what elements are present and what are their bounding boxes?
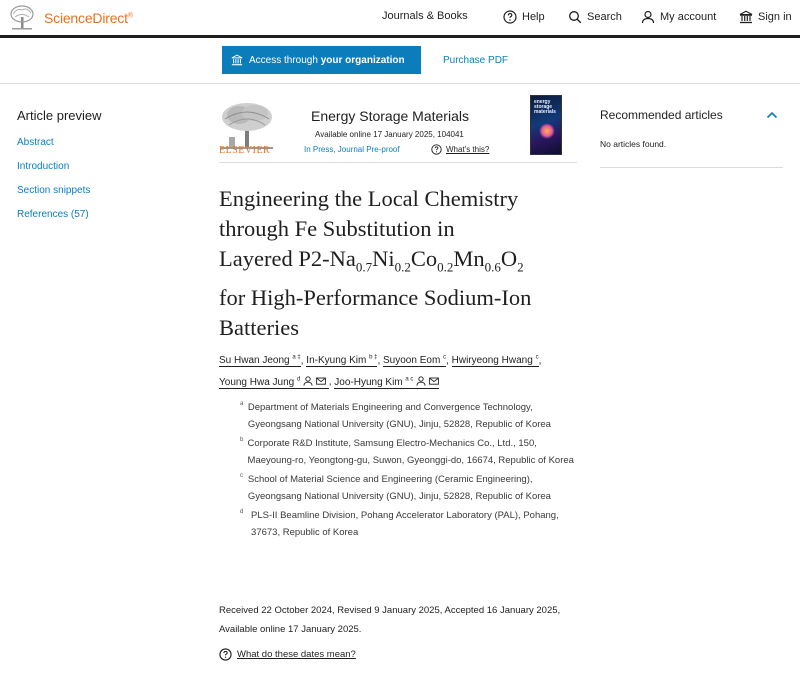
journal-title-link[interactable]: Energy Storage Materials — [311, 108, 469, 124]
help-icon — [503, 10, 517, 24]
sciencedirect-logo[interactable] — [8, 5, 133, 31]
affiliation-text: PLS-II Beamline Division, Pohang Accelerator Laboratory (PAL), Pohang, 37673, Republic of Korea — [251, 510, 559, 538]
sidebar-item-references[interactable]: References (57) — [17, 209, 89, 220]
affiliation-list — [240, 399, 580, 543]
elsevier-wordmark: ELSEVIER — [219, 145, 271, 156]
affiliation-item — [240, 399, 580, 433]
email-icon — [316, 376, 326, 386]
whats-this-link[interactable] — [431, 144, 489, 155]
institution-icon — [231, 54, 243, 66]
cover-title: energy storage materials — [534, 99, 556, 115]
help-label: Help — [522, 11, 545, 23]
my-account-label: My account — [660, 11, 717, 23]
cover-graphic — [539, 123, 555, 139]
affiliation-item — [240, 507, 580, 541]
affiliation-text: Corporate R&D Institute, Samsung Electro-Mechanics Co., Ltd., 150, Maeyoung-ro, Yeongtong-gu, Suwon, Gyeonggi-do, 16674, Republic of Korea — [247, 438, 574, 466]
institution-icon — [739, 10, 753, 24]
sign-in-label: Sign in — [758, 11, 792, 23]
journal-availability: Available online 17 January 2025, 104041 — [315, 130, 464, 139]
article-preview-sidebar — [17, 108, 187, 233]
help-icon — [431, 144, 442, 155]
purchase-pdf-link[interactable]: Purchase PDF — [443, 55, 509, 66]
journal-cover-image[interactable] — [530, 95, 562, 155]
author-list: Su Hwan Jeong $^{a \ddagger}$, In-Kyung Kim $^{b \ddagger}$, Suyoon Eom $^c$, Hwiryeong Hwang $^c$, Young Hwa Jung $^d$ , Joo-Hyung Kim $^{a c}$ — [219, 355, 542, 388]
affiliation-text: Department of Materials Engineering and Convergence Technology, Gyeongsang National University (GNU), Jinju, 52828, Republic of Korea — [247, 402, 551, 430]
my-account-link[interactable] — [641, 10, 716, 24]
journal-status: In Press, Journal Pre-proof — [304, 145, 400, 154]
author-link[interactable]: Su Hwan Jeong $^{a \ddagger}$ — [219, 355, 301, 367]
chevron-up-icon[interactable] — [766, 110, 778, 120]
sciencedirect-wordmark: ScienceDirect® — [44, 10, 133, 26]
article-title: Engineering the Local Chemistry through Fe Substitution in Layered $P2-Na_{0.7}Ni_{0.2}Co_{0.2}Mn_{0.6}O_2$ for High-Performance Sodium-Ion Batteries — [219, 186, 532, 340]
author-link[interactable]: In-Kyung Kim $^{b \ddagger}$ — [306, 355, 378, 367]
recommended-articles-panel — [600, 108, 783, 168]
help-icon — [219, 648, 232, 661]
journals-books-label: Journals & Books — [382, 10, 468, 22]
affiliation-label: d — [240, 509, 244, 515]
article-dates: Received 22 October 2024, Revised 9 January 2025, Accepted 16 January 2025, Available online 17 January 2025. — [219, 605, 561, 635]
access-bar — [0, 38, 800, 84]
affiliation-item — [240, 435, 580, 469]
access-button-label: Access through your organization — [249, 54, 405, 66]
sign-in-link[interactable] — [739, 10, 792, 24]
dates-meaning-label: What do these dates mean? — [237, 649, 356, 660]
author-link[interactable]: Suyoon Eom $^c$ — [383, 355, 447, 367]
dates-meaning-link[interactable] — [219, 648, 356, 661]
journal-header — [219, 95, 577, 163]
sidebar-item-section-snippets[interactable]: Section snippets — [17, 185, 91, 196]
top-navigation-bar — [0, 0, 800, 38]
user-icon — [641, 10, 655, 24]
recommended-title: Recommended articles — [600, 108, 723, 122]
person-icon — [303, 376, 313, 386]
elsevier-tree-icon — [8, 5, 36, 31]
access-through-organization-button[interactable] — [222, 46, 421, 74]
affiliation-item — [240, 471, 580, 505]
search-icon — [568, 10, 582, 24]
affiliation-label: c — [240, 473, 243, 479]
help-link[interactable] — [503, 10, 545, 24]
search-link[interactable] — [568, 10, 622, 24]
search-label: Search — [587, 11, 622, 23]
author-link[interactable]: Hwiryeong Hwang $^c$ — [451, 355, 539, 367]
sidebar-item-introduction[interactable]: Introduction — [17, 161, 70, 172]
affiliation-label: b — [240, 437, 244, 443]
no-articles-message: No articles found. — [600, 139, 667, 149]
person-icon — [416, 376, 426, 386]
journals-books-link[interactable] — [382, 10, 468, 22]
email-icon — [429, 376, 439, 386]
author-link[interactable]: Joo-Hyung Kim $^{a c}$ — [334, 377, 439, 389]
sidebar-title: Article preview — [17, 108, 102, 123]
title-formula: Layered $P2-Na_{0.7}Ni_{0.2}Co_{0.2}Mn_{0.6}O_2$ — [219, 246, 524, 275]
affiliation-text: School of Material Science and Engineering (Ceramic Engineering), Gyeongsang National University (GNU), Jinju, 52828, Republic of Korea — [247, 474, 551, 502]
author-link[interactable]: Young Hwa Jung $^d$ — [219, 377, 329, 389]
affiliation-label: a — [240, 401, 244, 407]
whats-this-label: What's this? — [446, 145, 490, 154]
sidebar-item-abstract[interactable]: Abstract — [17, 137, 54, 148]
